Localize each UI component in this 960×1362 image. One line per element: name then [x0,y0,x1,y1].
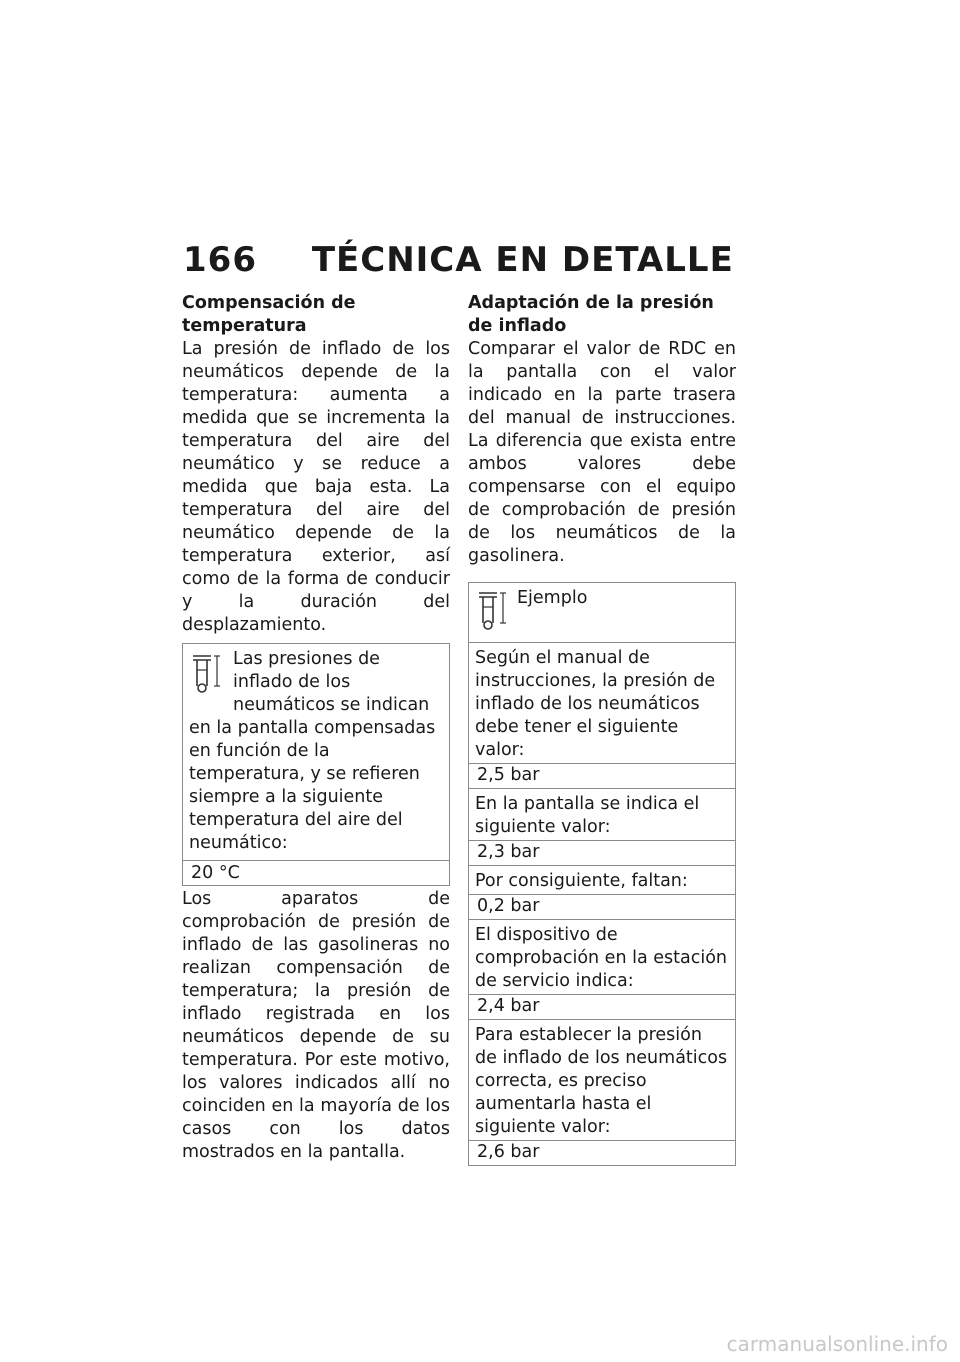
note-text: Las presiones de inflado de los neumáticos se indican en la pantalla compensadas en función de la temperatura, y se refieren siempre a la siguiente temperatura del aire del neumático: [189,649,436,853]
example-row-text: Para establecer la presión de inflado de los neumáticos correcta, es preciso aumentarla hasta el siguiente valor: [469,1019,735,1140]
temperature-body: Los aparatos de comprobación de presión de inflado de las gasolineras no realizan compensación de temperatura; la presión de inflado registrada en los neumáticos depende de su temperatura. Por este motivo, los valores indicados allí no coinciden en la mayoría de los casos con los datos mostrados en la pantalla. [182,889,450,1162]
example-row-text: En la pantalla se indica el siguiente valor: [469,788,735,840]
tire-pressure-gauge-icon [189,650,223,696]
watermark: carmanualsonline.info [726,1332,948,1356]
example-row-value: 2,3 bar [469,840,735,865]
section-heading-adaptation: Adaptación de la presión de inflado [468,293,714,336]
example-row-value: 0,2 bar [469,894,735,919]
example-label: Ejemplo [517,588,588,608]
example-table [468,582,736,1166]
section-heading-temperature: Compensación de temperatura [182,293,356,336]
example-row-text: Por consiguiente, faltan: [469,865,735,894]
example-row-text: Según el manual de instrucciones, la presión de inflado de los neumáticos debe tener el siguiente valor: [469,642,735,763]
example-header [469,583,735,642]
example-row-value: 2,6 bar [469,1140,735,1165]
example-row-text: El dispositivo de comprobación en la estación de servicio indica: [469,919,735,994]
page-number: 166 [183,240,257,280]
tire-pressure-gauge-icon [475,587,509,633]
note-box [182,643,450,886]
chapter-title: TÉCNICA EN DETALLE [311,240,734,280]
temperature-intro: La presión de inflado de los neumáticos depende de la temperatura: aumenta a medida que se incrementa la temperatura del aire del neumático y se reduce a medida que baja esta. La temperatura del aire del neumático depende de la temperatura exterior, así como de la forma de conducir y la duración del desplazamiento. [182,339,450,635]
adaptation-body: Comparar el valor de RDC en la pantalla con el valor indicado en la parte trasera del manual de instrucciones. La diferencia que exista entre ambos valores debe compensarse con el equipo de comprobación de presión de los neumáticos de la gasolinera. [468,339,736,566]
page-header [183,240,734,280]
note-value: 20 °C [183,860,449,885]
note-header [183,644,449,860]
left-column [182,292,450,1164]
example-row-value: 2,4 bar [469,994,735,1019]
example-row-value: 2,5 bar [469,763,735,788]
right-column [468,292,736,1166]
